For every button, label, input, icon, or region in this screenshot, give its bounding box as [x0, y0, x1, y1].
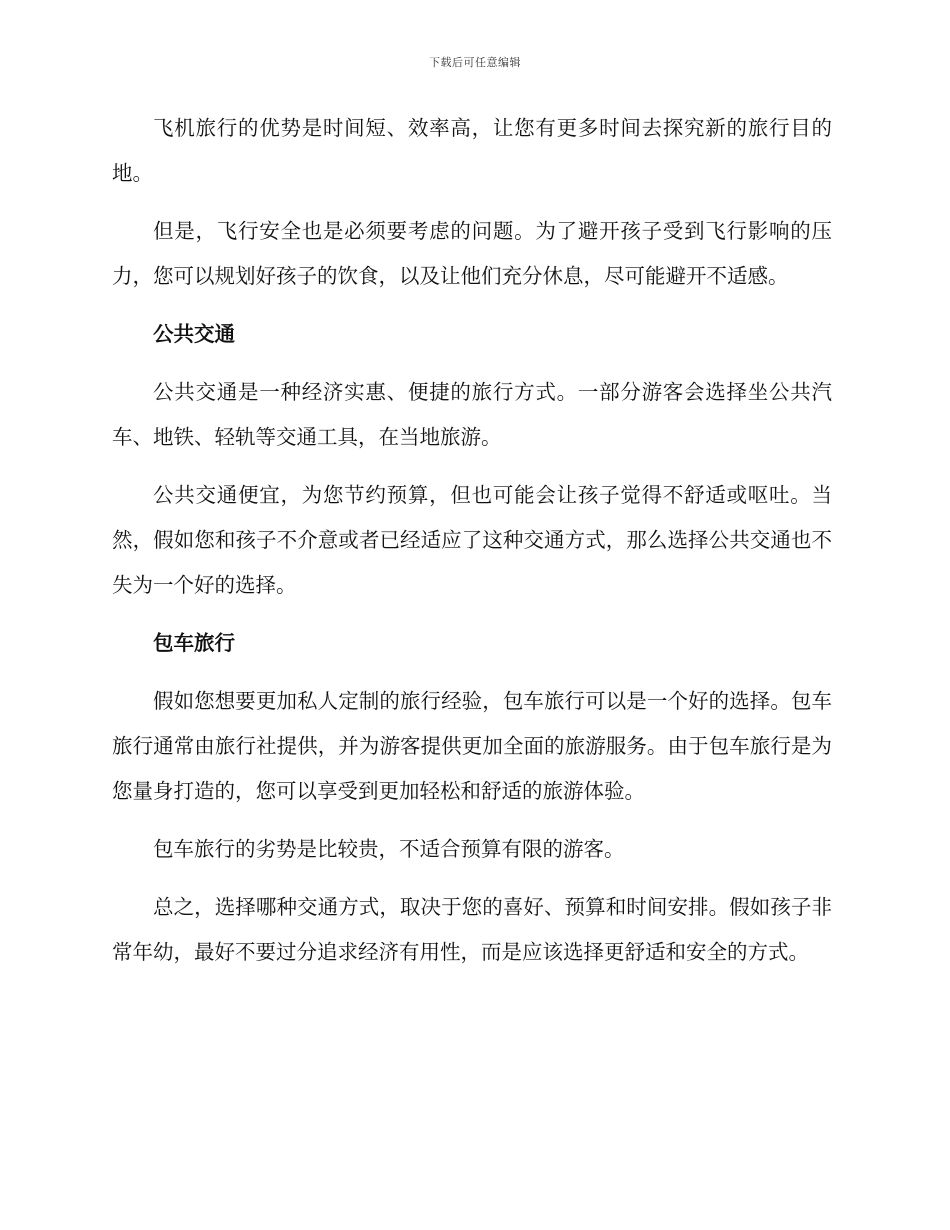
page-header: 下载后可任意编辑 — [429, 56, 521, 69]
paragraph-charter-travel-disadvantage: 包车旅行的劣势是比较贵，不适合预算有限的游客。 — [153, 837, 625, 861]
paragraph-air-travel-advantage: 飞机旅行的优势是时间短、效率高，让您有更多时间去探究新的旅行目的地。 — [112, 116, 832, 185]
section-heading-charter-travel: 包车旅行 — [153, 631, 235, 655]
paragraph-flight-safety: 但是，飞行安全也是必须要考虑的问题。为了避开孩子受到飞行影响的压力，您可以规划好孩子的饮食，以及让他们充分休息，尽可能避开不适感。 — [112, 219, 832, 288]
document-body — [112, 106, 832, 988]
paragraph-conclusion: 总之，选择哪种交通方式，取决于您的喜好、预算和时间安排。假如孩子非常年幼，最好不要过分追求经济有用性，而是应该选择更舒适和安全的方式。 — [112, 895, 832, 964]
paragraph-public-transport-pros-cons: 公共交通便宜，为您节约预算，但也可能会让孩子觉得不舒适或呕吐。当然，假如您和孩子不介意或者已经适应了这种交通方式，那么选择公共交通也不失为一个好的选择。 — [112, 483, 832, 597]
paragraph-public-transport-intro: 公共交通是一种经济实惠、便捷的旅行方式。一部分游客会选择坐公共汽车、地铁、轻轨等交通工具，在当地旅游。 — [112, 380, 832, 449]
section-heading-public-transport: 公共交通 — [153, 322, 235, 346]
paragraph-charter-travel-intro: 假如您想要更加私人定制的旅行经验，包车旅行可以是一个好的选择。包车旅行通常由旅行社提供，并为游客提供更加全面的旅游服务。由于包车旅行是为您量身打造的，您可以享受到更加轻松和舒适的旅游体验。 — [112, 689, 832, 803]
